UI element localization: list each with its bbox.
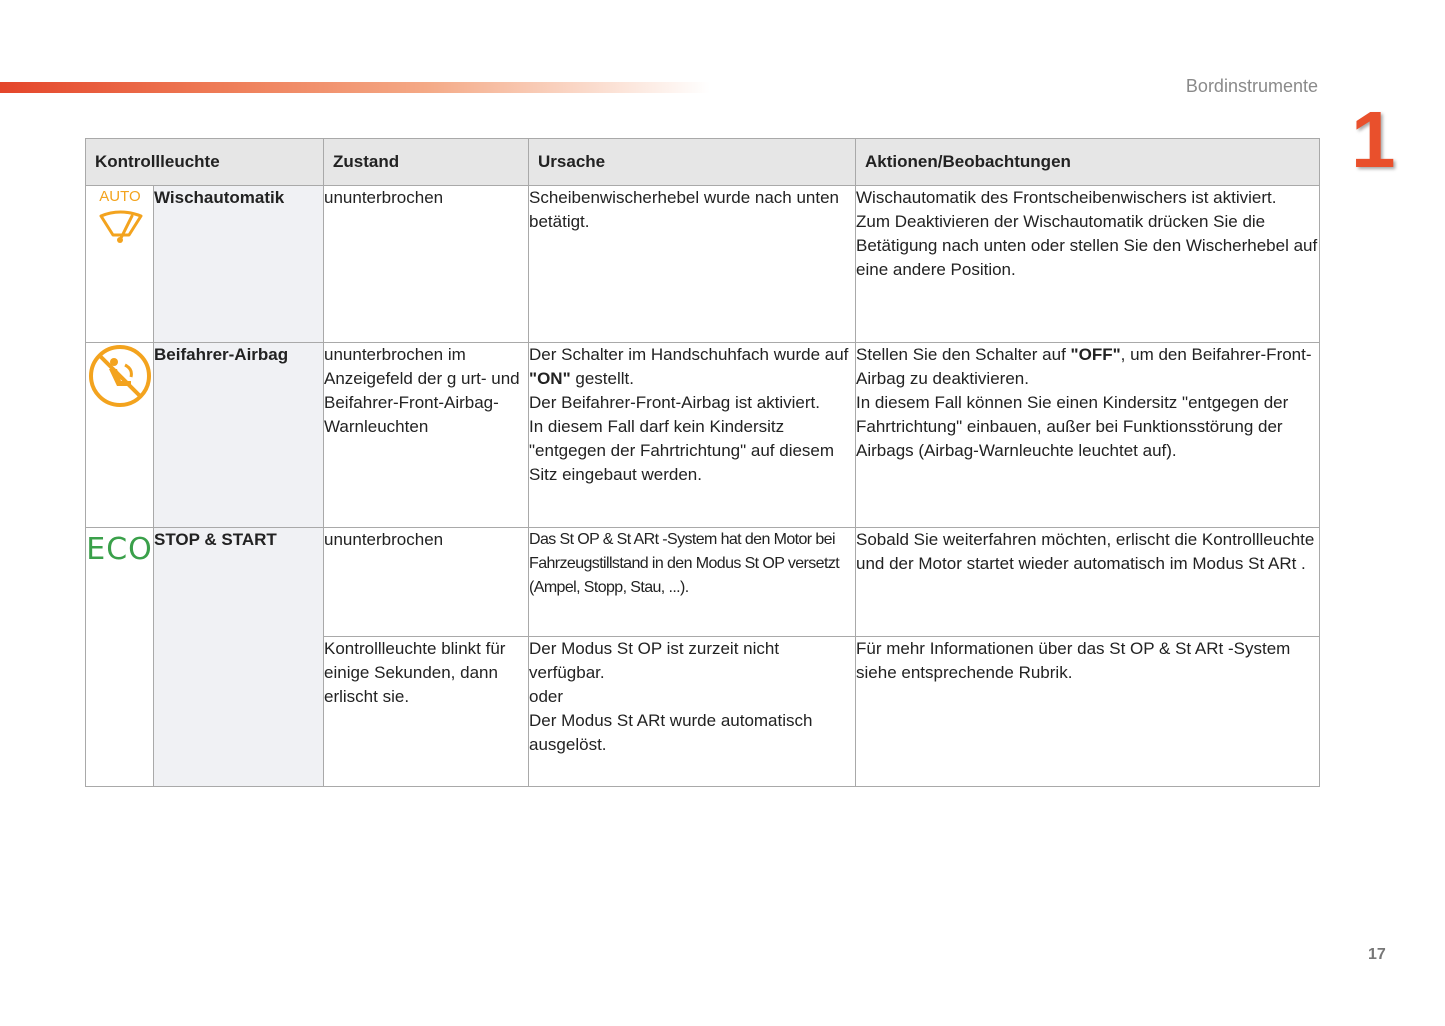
action-line: In diesem Fall können Sie einen Kindersitz "entgegen der Fahrtrichtung" einbauen, außer bei Funktionsstörung der Airbags (Airbag-Warnleuchte leuchtet auf).	[856, 393, 1289, 460]
action-line: Zum Deaktivieren der Wischautomatik drücken Sie die Betätigung nach unten oder stellen Sie den Wischerhebel auf eine andere Position.	[856, 212, 1318, 279]
table-row	[86, 343, 1320, 528]
auto-label: AUTO	[98, 188, 141, 205]
lamp-cause	[529, 343, 856, 528]
lamp-cause: Scheibenwischerhebel wurde nach unten betätigt.	[529, 186, 856, 343]
header-lamp: Kontrollleuchte	[86, 139, 324, 186]
action-text: Stellen Sie den Schalter auf	[856, 345, 1071, 364]
lamp-icon-cell	[86, 186, 154, 343]
lamp-name: Beifahrer-Airbag	[154, 343, 324, 528]
cause-line: In diesem Fall darf kein Kindersitz "entgegen der Fahrtrichtung" auf diesem Sitz eingebaut werden.	[529, 417, 835, 484]
lamp-state: ununterbrochen	[324, 528, 529, 637]
lamp-action	[856, 186, 1320, 343]
lamp-action	[856, 343, 1320, 528]
table-header-row	[86, 139, 1320, 186]
header-cause: Ursache	[529, 139, 856, 186]
passenger-airbag-off-icon	[87, 343, 153, 409]
action-text: , um den Beifahrer-Front-Airbag zu deaktivieren.	[856, 345, 1312, 388]
lamp-cause: Das St OP & St ARt -System hat den Motor bei Fahrzeugstillstand in den Modus St OP versetzt (Ampel, Stopp, Stau, ...).	[529, 528, 856, 637]
cause-text: gestellt.	[570, 369, 634, 388]
table-row	[86, 528, 1320, 637]
lamp-state: Kontrollleuchte blinkt für einige Sekunden, dann erlischt sie.	[324, 637, 529, 787]
cause-on-value: "ON"	[529, 369, 571, 388]
lamp-icon-cell	[86, 528, 154, 787]
header-accent-bar	[0, 82, 710, 93]
table-row	[86, 186, 1320, 343]
cause-line: oder	[529, 687, 564, 706]
cause-text: Der Schalter im Handschuhfach wurde auf	[529, 345, 849, 364]
lamp-icon-cell	[86, 343, 154, 528]
lamp-state: ununterbrochen	[324, 186, 529, 343]
lamp-state: ununterbrochen im Anzeigefeld der g urt- und Beifahrer-Front-Airbag-Warnleuchten	[324, 343, 529, 528]
warning-lamps-table	[85, 138, 1320, 787]
cause-line: Der Modus St OP ist zurzeit nicht verfügbar.	[529, 639, 780, 682]
cause-line: Der Modus St ARt wurde automatisch ausgelöst.	[529, 711, 813, 754]
lamp-name: Wischautomatik	[154, 186, 324, 343]
header-state: Zustand	[324, 139, 529, 186]
lamp-action: Für mehr Informationen über das St OP & St ARt -System siehe entsprechende Rubrik.	[856, 637, 1320, 787]
page-number: 17	[1368, 946, 1386, 963]
eco-icon: ECO	[86, 532, 153, 567]
lamp-action: Sobald Sie weiterfahren möchten, erlischt die Kontrollleuchte und der Motor startet wieder automatisch im Modus St ARt .	[856, 528, 1320, 637]
lamp-cause	[529, 637, 856, 787]
chapter-number: 1	[1351, 95, 1396, 184]
header-actions: Aktionen/Beobachtungen	[856, 139, 1320, 186]
action-line: Wischautomatik des Frontscheibenwischers ist aktiviert.	[856, 188, 1277, 207]
lamp-name: STOP & START	[154, 528, 324, 787]
action-off-value: "OFF"	[1070, 345, 1121, 364]
wiper-auto-icon	[92, 186, 148, 248]
section-title: Bordinstrumente	[1185, 76, 1318, 96]
cause-line: Der Beifahrer-Front-Airbag ist aktiviert.	[529, 393, 820, 412]
